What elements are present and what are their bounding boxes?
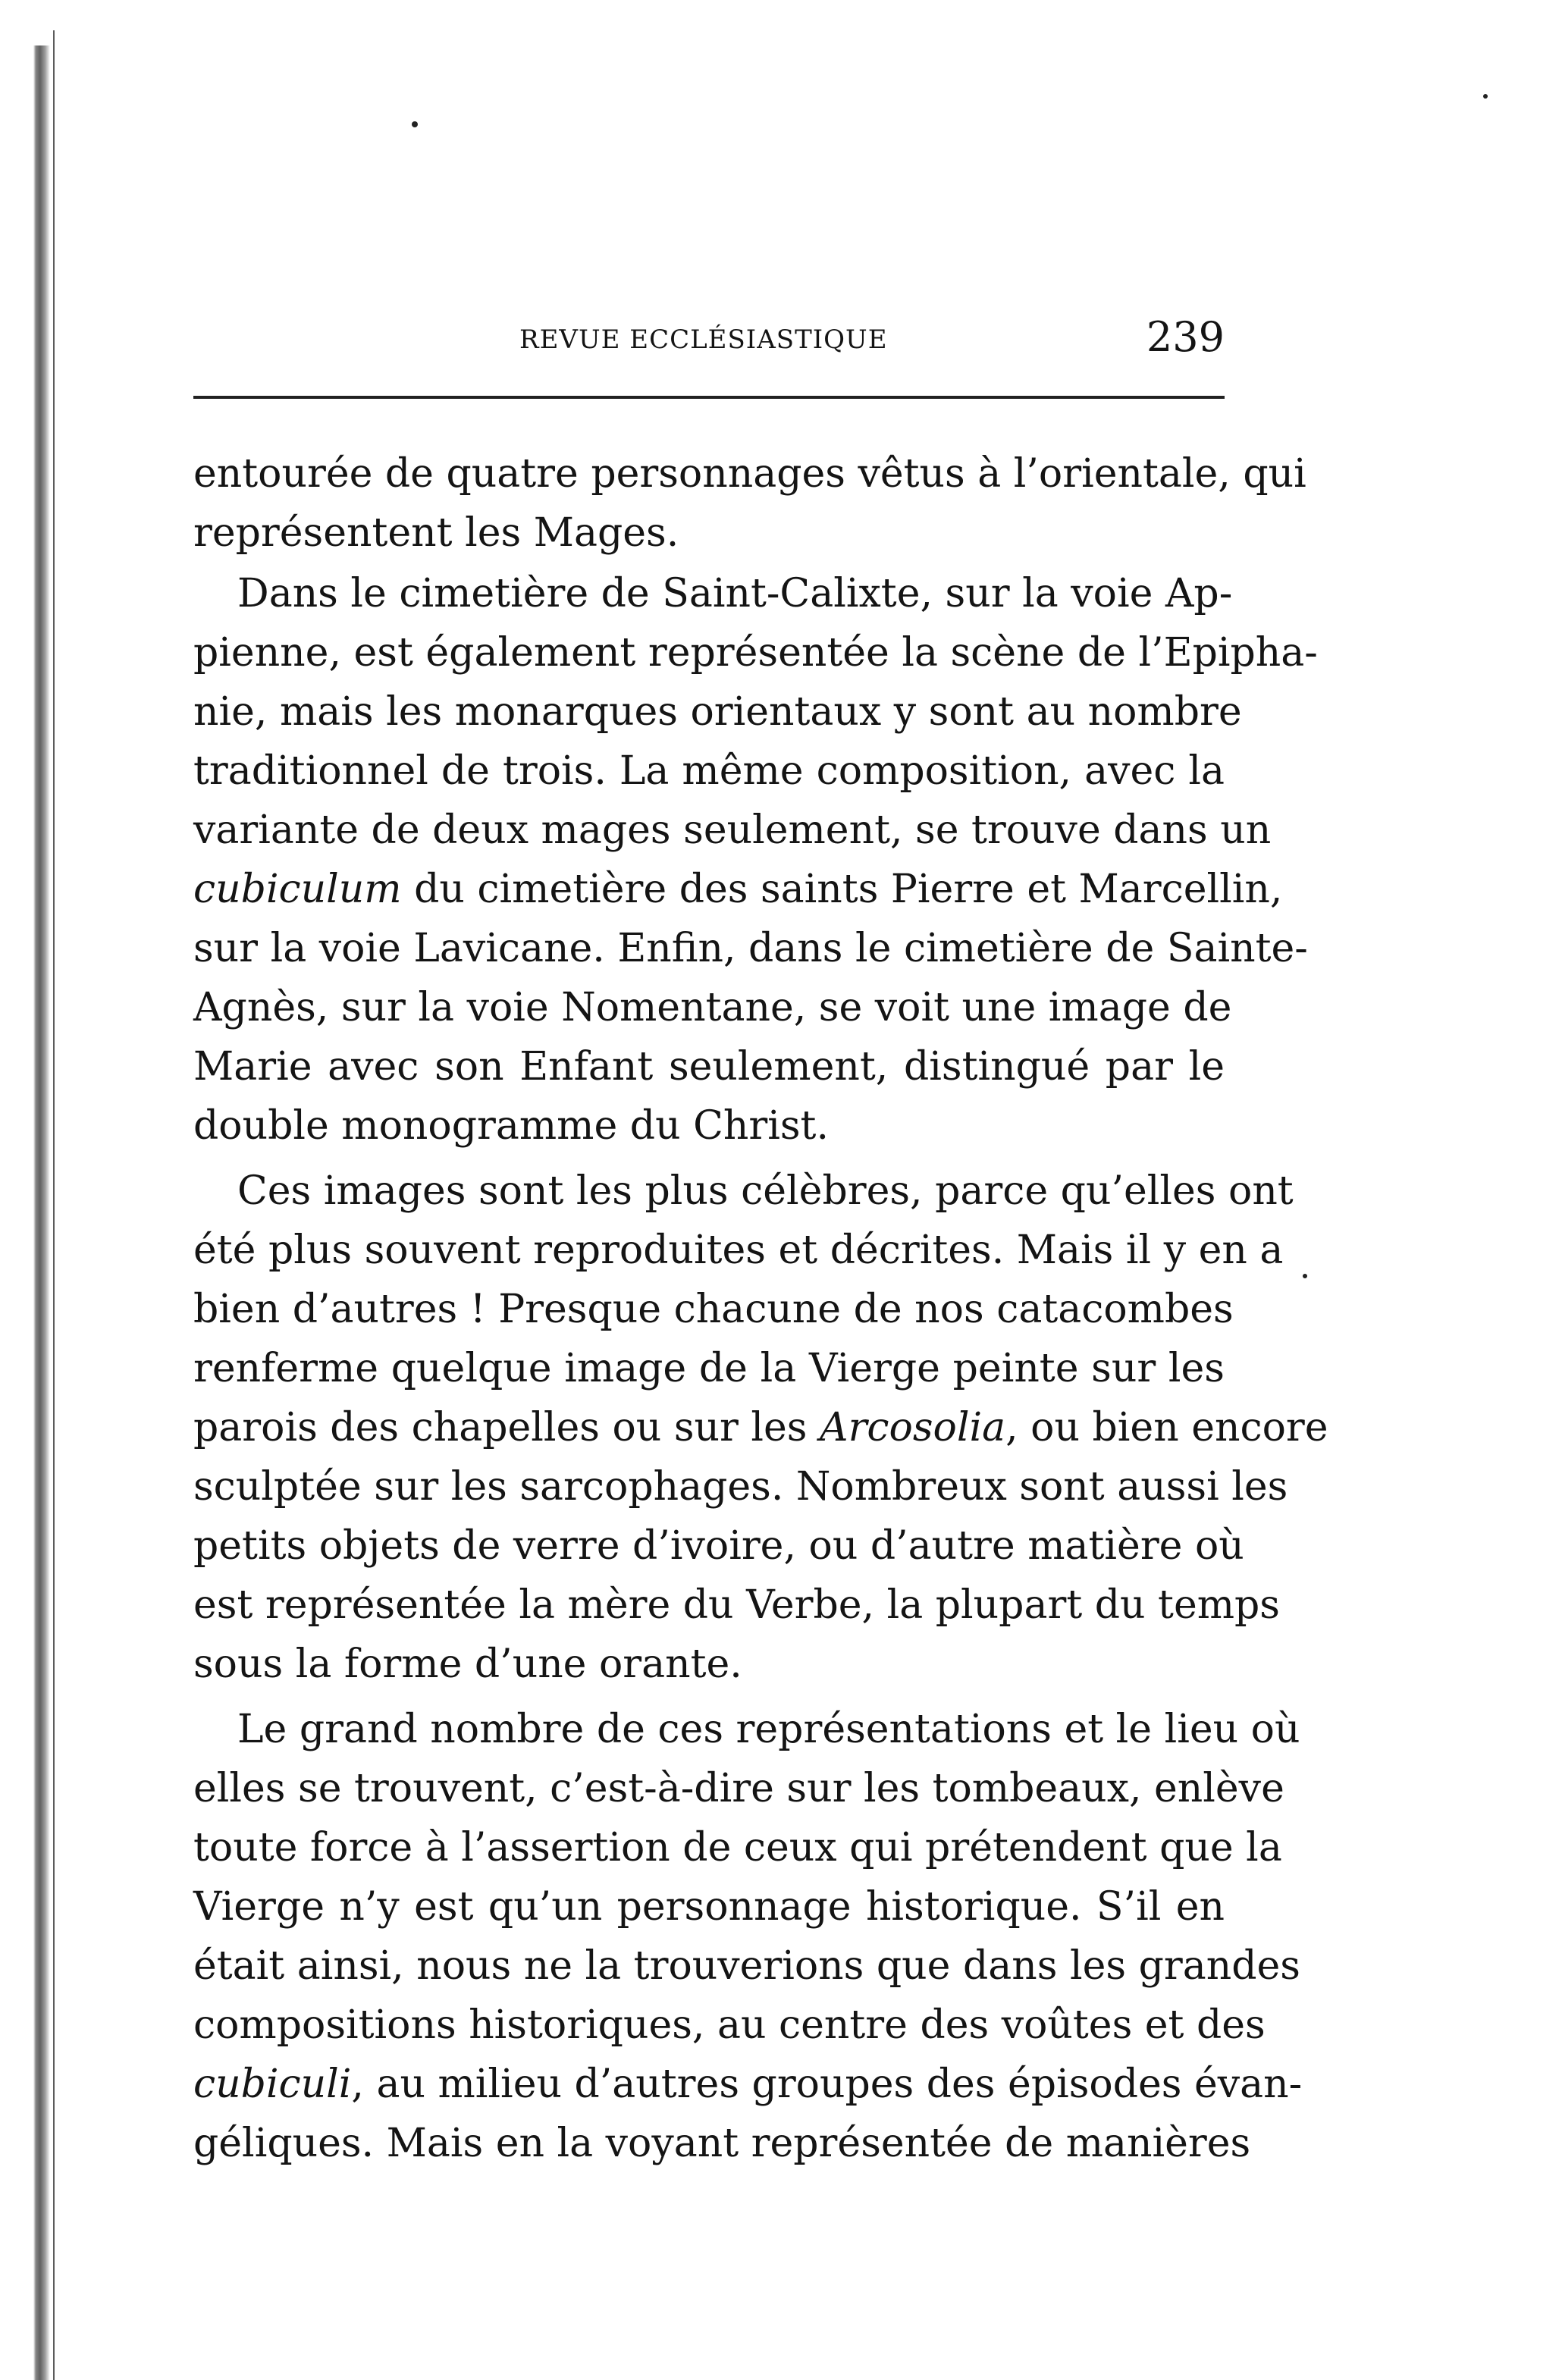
scanned-binding-edge bbox=[33, 45, 50, 2380]
text-line: elles se trouvent, c’est-à-dire sur les tombeaux, enlève bbox=[193, 1766, 1284, 1811]
binding-edge-line bbox=[53, 30, 55, 2380]
text-line: renferme quelque image de la Vierge peinte sur les bbox=[193, 1346, 1225, 1391]
print-speck bbox=[412, 121, 418, 127]
paragraph bbox=[193, 1162, 1328, 1694]
line-text: , ou bien encore bbox=[1005, 1405, 1328, 1450]
text-line: petits objets de verre d’ivoire, ou d’autre matière où bbox=[193, 1523, 1244, 1569]
text-line: Marie avec son Enfant seulement, distingué par le bbox=[193, 1044, 1225, 1090]
text-line: variante de deux mages seulement, se trouve dans un bbox=[193, 807, 1272, 853]
text-line: sous la forme d’une orante. bbox=[193, 1642, 742, 1687]
paragraph bbox=[193, 444, 1306, 563]
page-number: 239 bbox=[1146, 313, 1225, 361]
text-line: sur la voie Lavicane. Enfin, dans le cimetière de Sainte- bbox=[193, 926, 1308, 971]
italic-text: cubiculum bbox=[193, 867, 402, 912]
text-line: été plus souvent reproduites et décrites. Mais il y en a bbox=[193, 1228, 1284, 1273]
text-line bbox=[193, 2055, 1303, 2114]
text-line: pienne, est également représentée la scène de l’Epipha- bbox=[193, 630, 1318, 676]
running-head: REVUE ECCLÉSIASTIQUE bbox=[519, 325, 888, 355]
text-line: entourée de quatre personnages vêtus à l’orientale, qui bbox=[193, 451, 1306, 497]
text-line: Le grand nombre de ces représentations et le lieu où bbox=[237, 1707, 1300, 1752]
text-line: Agnès, sur la voie Nomentane, se voit une image de bbox=[193, 985, 1232, 1030]
line-text: parois des chapelles ou sur les bbox=[193, 1405, 820, 1450]
print-speck bbox=[1303, 1274, 1307, 1278]
italic-text: Arcosolia bbox=[820, 1405, 1006, 1450]
text-line bbox=[193, 860, 1283, 919]
text-line: nie, mais les monarques orientaux y sont au nombre bbox=[193, 689, 1242, 735]
text-line: traditionnel de trois. La même composition, avec la bbox=[193, 748, 1225, 794]
body-text bbox=[193, 444, 1328, 2173]
text-line: bien d’autres ! Presque chacune de nos catacombes bbox=[193, 1287, 1234, 1332]
print-speck bbox=[1483, 94, 1488, 99]
header-rule bbox=[193, 396, 1225, 399]
text-line: sculptée sur les sarcophages. Nombreux sont aussi les bbox=[193, 1464, 1288, 1510]
text-line: représentent les Mages. bbox=[193, 510, 679, 556]
text-line: compositions historiques, au centre des voûtes et des bbox=[193, 2002, 1266, 2048]
italic-text: cubiculi bbox=[193, 2062, 352, 2107]
text-line: était ainsi, nous ne la trouverions que dans les grandes bbox=[193, 1943, 1300, 1989]
line-text: du cimetière des saints Pierre et Marcellin, bbox=[401, 867, 1283, 912]
text-line: est représentée la mère du Verbe, la plupart du temps bbox=[193, 1582, 1280, 1628]
text-line: géliques. Mais en la voyant représentée de manières bbox=[193, 2121, 1251, 2166]
line-text: , au milieu d’autres groupes des épisodes évan- bbox=[351, 2062, 1303, 2107]
text-line: double monogramme du Christ. bbox=[193, 1103, 829, 1149]
text-line bbox=[193, 1398, 1328, 1457]
text-line: Ces images sont les plus célèbres, parce qu’elles ont bbox=[237, 1168, 1294, 1214]
text-line: Vierge n’y est qu’un personnage historique. S’il en bbox=[193, 1884, 1225, 1930]
paragraph bbox=[193, 1700, 1303, 2173]
text-line: toute force à l’assertion de ceux qui prétendent que la bbox=[193, 1825, 1282, 1870]
page-header bbox=[193, 307, 1225, 360]
paragraph bbox=[193, 564, 1318, 1156]
text-line: Dans le cimetière de Saint-Calixte, sur la voie Ap- bbox=[237, 571, 1233, 616]
